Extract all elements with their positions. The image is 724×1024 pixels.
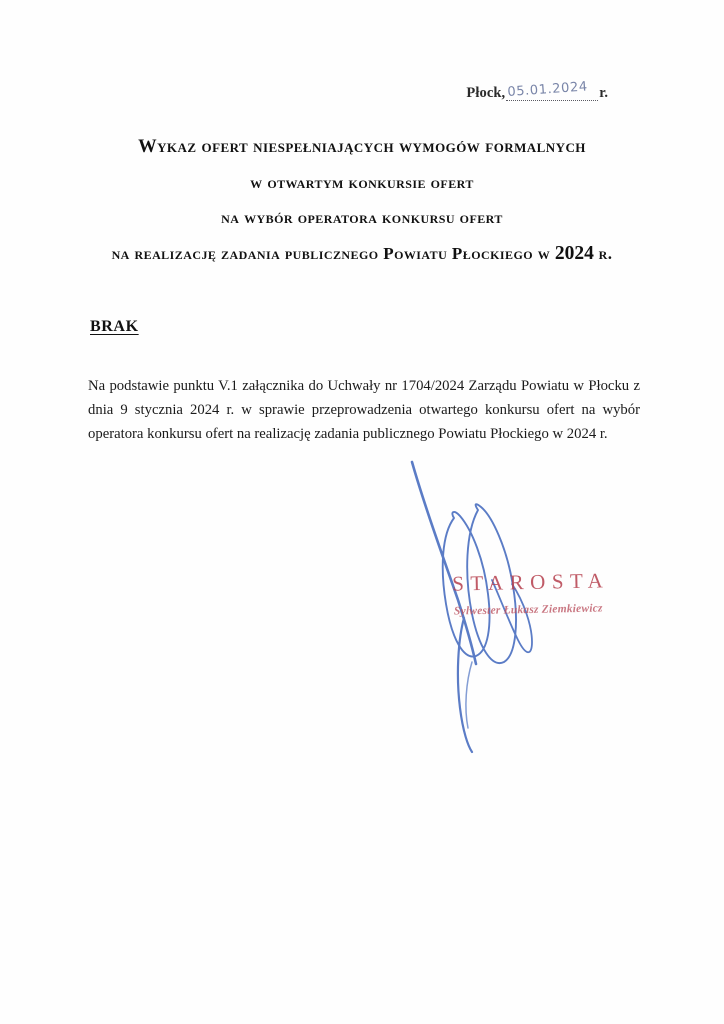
dateline-suffix: r. [599,85,608,101]
title-line-4 [0,244,724,264]
body-line-2: z dnia 9 stycznia 2024 r. w sprawie przeprowadzenia otwartego konkursu ofert na wybór [88,378,640,418]
title-year: 2024 [554,242,594,264]
title-line-4-prefix: na realizację zadania publicznego Powiatu Płockiego w [111,243,555,263]
body-paragraph [88,375,640,446]
dotted-rule [506,100,598,101]
title-line-3: na wybór operatora konkursu ofert [221,207,503,227]
title-line-4-suffix: r. [593,243,613,263]
document-title [0,138,724,263]
stamp-title: STAROSTA [451,568,610,596]
result-label: BRAK [90,318,139,335]
title-line-1: Wykaz ofert niespełniających wymogów formalnych [138,137,586,157]
dateline-city: Płock, [466,85,506,101]
body-line-3: operatora konkursu ofert na realizację zadania publicznego Powiatu Płockiego w 2024 r. [88,425,608,442]
dateline [466,79,608,102]
body-line-1: Na podstawie punktu V.1 załącznika do Uchwały nr 1704/2024 Zarządu Powiatu w Płocku [88,378,630,394]
title-line-2: w otwartym konkursie ofert [250,172,474,192]
signature-block [380,450,640,760]
date-field [506,79,598,102]
handwritten-date: 05.01.2024 [507,79,589,100]
handwritten-signature-icon [380,450,640,760]
stamp-name: Sylwester Łukasz Ziemkiewicz [453,602,603,618]
